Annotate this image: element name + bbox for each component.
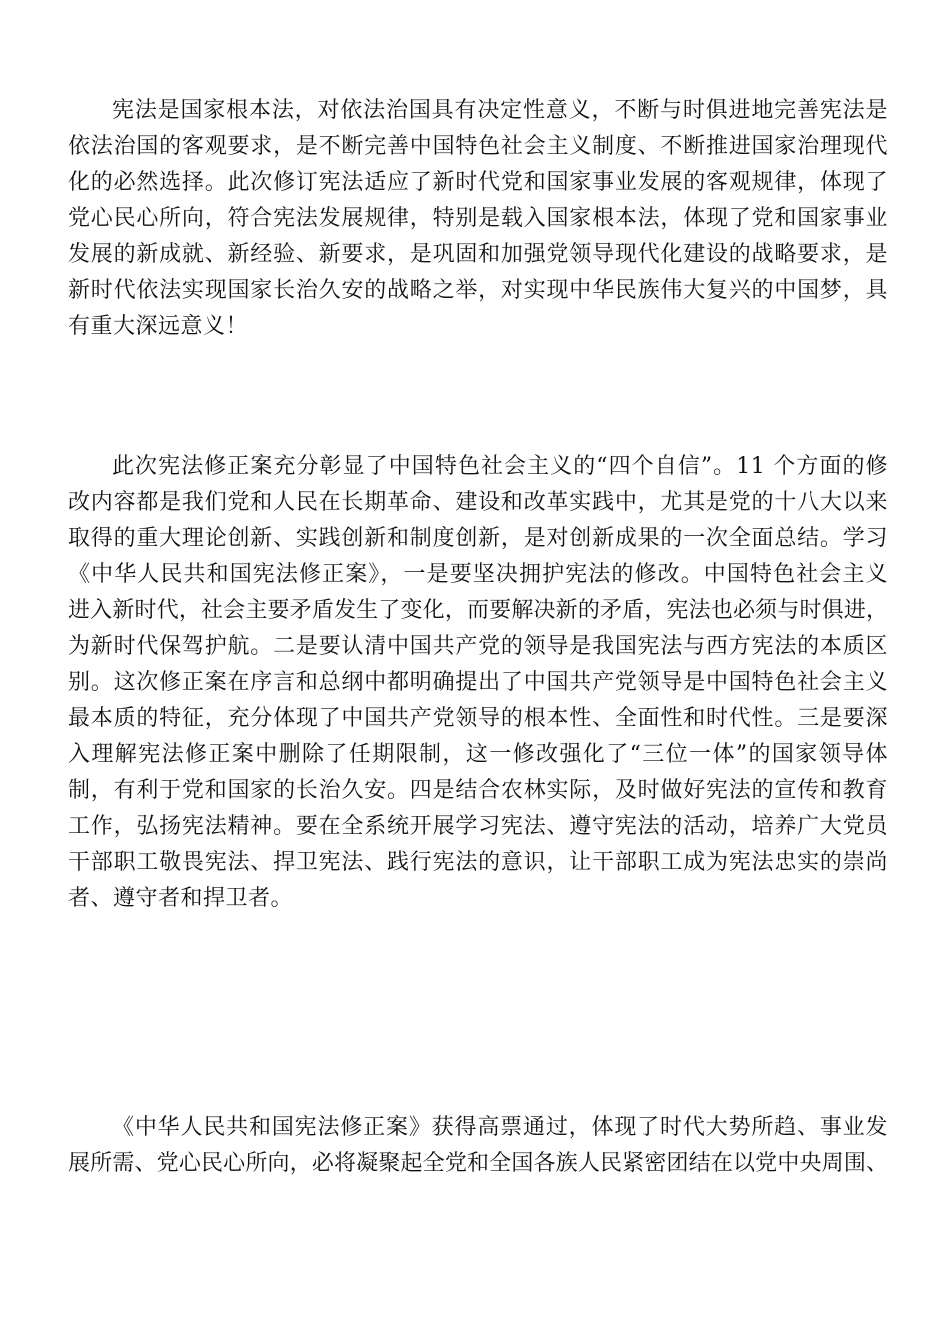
paragraph-1 bbox=[68, 93, 888, 345]
paragraph-line: 依法治国的客观要求，是不断完善中国特色社会主义制度、不断推进国家治理现代 bbox=[68, 134, 888, 159]
paragraph-line: 党心民心所向，符合宪法发展规律，特别是载入国家根本法，体现了党和国家事业 bbox=[68, 206, 888, 231]
paragraph-line: 《中华人民共和国宪法修正案》，一是要坚决拥护宪法的修改。中国特色社会主义 bbox=[68, 562, 888, 587]
paragraph-line: 改内容都是我们党和人民在长期革命、建设和改革实践中，尤其是党的十八大以来 bbox=[68, 490, 888, 515]
paragraph-line: 工作，弘扬宪法精神。要在全系统开展学习宪法、遵守宪法的活动，培养广大党员 bbox=[68, 814, 888, 839]
paragraph-line: 者、遵守者和捍卫者。 bbox=[68, 886, 294, 911]
paragraph-2 bbox=[68, 449, 888, 917]
paragraph-line: 制，有利于党和国家的长治久安。四是结合农林实际，及时做好宪法的宣传和教育 bbox=[68, 778, 888, 803]
paragraph-line: 发展的新成就、新经验、新要求，是巩固和加强党领导现代化建设的战略要求，是 bbox=[68, 242, 888, 267]
paragraph-line: 进入新时代，社会主要矛盾发生了变化，而要解决新的矛盾，宪法也必须与时俱进， bbox=[68, 598, 888, 623]
paragraph-line: 最本质的特征，充分体现了中国共产党领导的根本性、全面性和时代性。三是要深 bbox=[68, 706, 888, 731]
paragraph-line: 展所需、党心民心所向，必将凝聚起全党和全国各族人民紧密团结在以党中央周围、 bbox=[68, 1151, 888, 1176]
paragraph-line: 此次宪法修正案充分彰显了中国特色社会主义的“四个自信”。11 个方面的修 bbox=[112, 454, 888, 479]
paragraph-line: 干部职工敬畏宪法、捍卫宪法、践行宪法的意识，让干部职工成为宪法忠实的崇尚 bbox=[68, 850, 888, 875]
paragraph-line: 为新时代保驾护航。二是要认清中国共产党的领导是我国宪法与西方宪法的本质区 bbox=[68, 634, 888, 659]
paragraph-line: 别。这次修正案在序言和总纲中都明确提出了中国共产党领导是中国特色社会主义 bbox=[68, 670, 888, 695]
paragraph-line: 化的必然选择。此次修订宪法适应了新时代党和国家事业发展的客观规律，体现了 bbox=[68, 170, 888, 195]
paragraph-3 bbox=[68, 1110, 888, 1182]
paragraph-line: 新时代依法实现国家长治久安的战略之举，对实现中华民族伟大复兴的中国梦，具 bbox=[68, 278, 888, 303]
paragraph-line: 取得的重大理论创新、实践创新和制度创新，是对创新成果的一次全面总结。学习 bbox=[68, 526, 888, 551]
paragraph-line: 宪法是国家根本法，对依法治国具有决定性意义，不断与时俱进地完善宪法是 bbox=[112, 98, 888, 123]
paragraph-line: 《中华人民共和国宪法修正案》获得高票通过，体现了时代大势所趋、事业发 bbox=[112, 1115, 888, 1140]
paragraph-line: 有重大深远意义！ bbox=[68, 314, 249, 339]
paragraph-line: 入理解宪法修正案中删除了任期限制，这一修改强化了“三位一体”的国家领导体 bbox=[68, 742, 888, 767]
